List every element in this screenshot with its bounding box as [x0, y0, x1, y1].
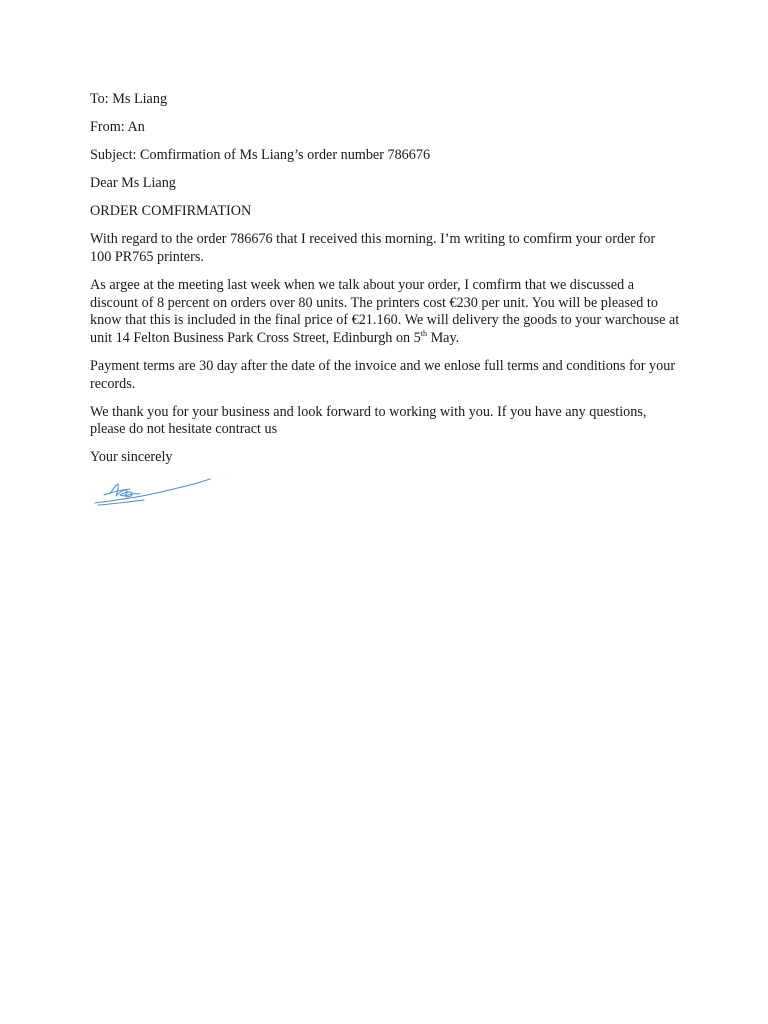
date-ordinal-superscript: th: [420, 328, 428, 338]
paragraph-thanks: We thank you for your business and look forward to working with you. If you have any questions, please do not hesitate contract us: [90, 403, 647, 438]
letter-body: [90, 91, 680, 478]
paragraph-payment-terms: Payment terms are 30 day after the date of the invoice and we enlose full terms and conditions for your records.: [90, 358, 676, 392]
to-line: To: Ms Liang: [90, 91, 168, 107]
letter-heading: ORDER COMFIRMATION: [90, 203, 252, 220]
closing-line: Your sincerely: [90, 449, 173, 466]
signature-letter-stroke: [110, 484, 140, 497]
paragraph-discount-text: As argee at the meeting last week when we talk about your order, I comfirm that we discussed a discount of 8 percent on orders over 80 units. The printers cost €230 per unit. You will be pleased to know that this is included in the final price of €21.160. We will delivery the goods to your warchouse at unit 14 Felton Business Park Cross Street, Edinburgh on 5: [90, 277, 680, 346]
salutation: Dear Ms Liang: [90, 175, 176, 192]
paragraph-order-reference: With regard to the order 786676 that I received this morning. I’m writing to comfirm your order for 100 PR765 printers.: [90, 231, 656, 266]
paragraph-discount-delivery: [90, 277, 680, 347]
subject-line: Subject: Comfirmation of Ms Liang’s order number 786676: [90, 147, 431, 164]
handwritten-signature: [92, 476, 214, 508]
signature-trailing-stroke: [98, 500, 144, 505]
paragraph-discount-ending: May.: [427, 329, 460, 346]
from-line: From: An: [90, 119, 145, 136]
